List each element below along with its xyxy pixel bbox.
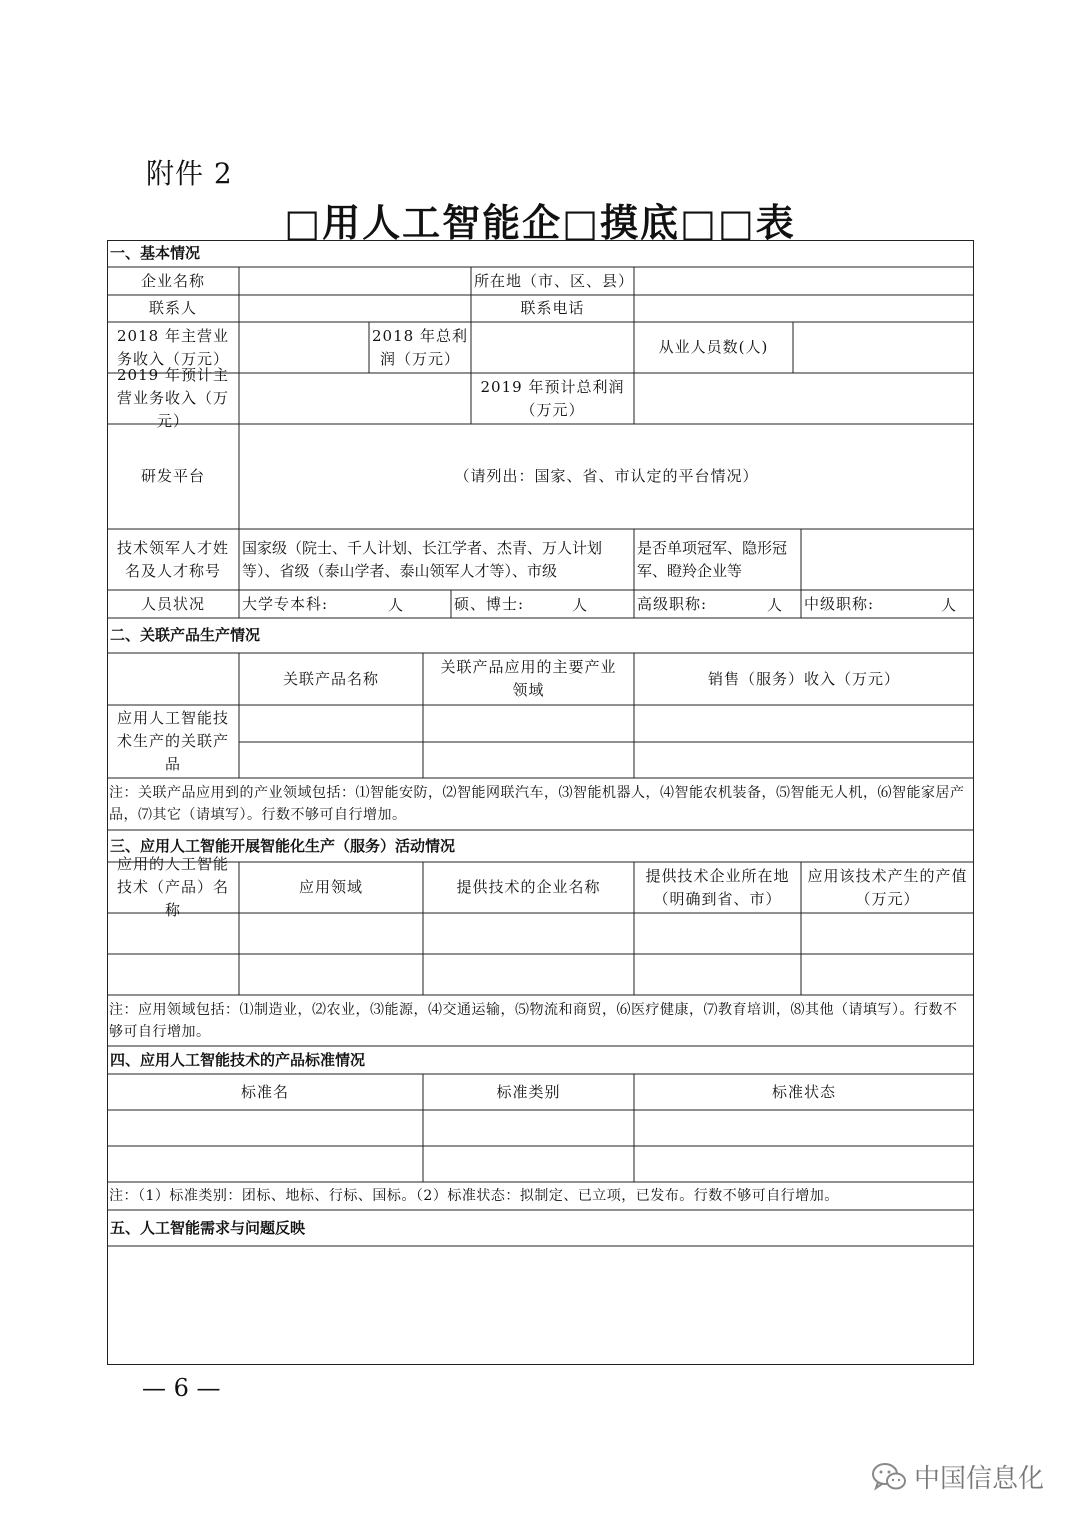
section-feedback-heading: 五、人工智能需求与问题反映 bbox=[110, 1218, 306, 1237]
staff-bachelor[interactable] bbox=[239, 590, 451, 618]
products-row-label: 应用人工智能技术生产的关联产品 bbox=[116, 709, 229, 773]
standards-col-type: 标准类别 bbox=[496, 1082, 561, 1101]
section-products-heading: 二、关联产品生产情况 bbox=[110, 626, 261, 644]
profit-2019-field[interactable] bbox=[634, 373, 974, 424]
activities-col-output: 应用该技术产生的产值（万元） bbox=[807, 866, 968, 908]
products-cell[interactable] bbox=[423, 742, 634, 778]
watermark bbox=[870, 1458, 1044, 1495]
products-col-name: 关联产品名称 bbox=[282, 669, 379, 688]
form-title: □用人工智能企□摸底□□表 bbox=[284, 201, 796, 245]
contact-field[interactable] bbox=[239, 295, 471, 322]
phone-field[interactable] bbox=[634, 295, 974, 322]
standards-col-status: 标准状态 bbox=[771, 1082, 836, 1101]
survey-form bbox=[107, 240, 974, 1365]
rd-platform-label: 研发平台 bbox=[140, 467, 205, 485]
products-cell[interactable] bbox=[634, 742, 974, 778]
talent-hint[interactable]: 国家级（院士、千人计划、长江学者、杰青、万人计划等）、省级（泰山学者、泰山领军人才等）、市级 bbox=[242, 538, 603, 580]
activities-col-tech: 应用的人工智能技术（产品）名称 bbox=[116, 855, 229, 919]
phone-label: 联系电话 bbox=[520, 299, 585, 317]
revenue-2019-label: 2019 年预计主营业务收入（万元） bbox=[116, 366, 229, 430]
revenue-2018-field[interactable] bbox=[239, 322, 369, 373]
attachment-label: 附件 2 bbox=[146, 157, 233, 190]
company-name-field[interactable] bbox=[239, 267, 471, 295]
employees-label: 从业人员数(人) bbox=[658, 338, 769, 356]
section-activities-heading: 三、应用人工智能开展智能化生产（服务）活动情况 bbox=[110, 836, 456, 855]
wechat-icon bbox=[870, 1461, 908, 1493]
revenue-2018-label: 2018 年主营业务收入（万元） bbox=[116, 326, 229, 368]
rd-platform-field[interactable]: （请列出：国家、省、市认定的平台情况） bbox=[454, 467, 759, 485]
section-basic-heading: 一、基本情况 bbox=[110, 244, 201, 262]
activities-row[interactable] bbox=[107, 913, 974, 954]
staff-bachelor-unit: 人 bbox=[388, 596, 404, 614]
staff-postgrad-unit: 人 bbox=[572, 596, 588, 614]
staff-label: 人员状况 bbox=[140, 594, 205, 613]
products-cell[interactable] bbox=[423, 705, 634, 742]
staff-senior-label: 高级职称: bbox=[637, 594, 708, 613]
champion-field[interactable] bbox=[801, 529, 974, 590]
talent-label: 技术领军人才姓名及人才称号 bbox=[116, 538, 229, 580]
employees-field[interactable] bbox=[793, 322, 974, 373]
location-field[interactable] bbox=[634, 267, 974, 295]
profit-2018-label: 2018 年总利润（万元） bbox=[372, 326, 468, 368]
standards-row[interactable] bbox=[107, 1146, 974, 1182]
standards-row[interactable] bbox=[107, 1110, 974, 1146]
staff-senior-unit: 人 bbox=[767, 596, 783, 614]
staff-postgrad-label: 硕、博士: bbox=[454, 594, 525, 613]
products-cell[interactable] bbox=[634, 705, 974, 742]
activities-col-provider-location: 提供技术企业所在地（明确到省、市） bbox=[645, 866, 790, 908]
standards-col-name: 标准名 bbox=[240, 1082, 289, 1101]
watermark-text: 中国信息化 bbox=[914, 1464, 1045, 1494]
staff-intermediate-label: 中级职称: bbox=[804, 594, 875, 613]
activities-note: 注：应用领域包括：⑴制造业，⑵农业，⑶能源，⑷交通运输，⑸物流和商贸，⑹医疗健康，⑺教育培训，⑻其他（请填写）。行数不够可自行增加。 bbox=[109, 1001, 958, 1040]
section-standards-heading: 四、应用人工智能技术的产品标准情况 bbox=[110, 1050, 366, 1069]
activities-col-provider: 提供技术的企业名称 bbox=[456, 878, 601, 896]
location-label: 所在地（市、区、县） bbox=[474, 271, 635, 290]
revenue-2019-field[interactable] bbox=[239, 373, 471, 424]
company-name-label: 企业名称 bbox=[140, 271, 205, 290]
activities-col-domain: 应用领域 bbox=[298, 878, 363, 896]
feedback-field[interactable] bbox=[107, 1246, 974, 1365]
activities-row[interactable] bbox=[107, 954, 974, 995]
champion-label: 是否单项冠军、隐形冠军、瞪羚企业等 bbox=[637, 538, 788, 580]
profit-2019-label: 2019 年预计总利润（万元） bbox=[480, 377, 625, 419]
products-col-industry: 关联产品应用的主要产业领域 bbox=[440, 658, 617, 699]
staff-intermediate-unit: 人 bbox=[941, 596, 957, 614]
staff-postgrad[interactable] bbox=[451, 590, 634, 618]
products-col-revenue: 销售（服务）收入（万元） bbox=[707, 669, 900, 688]
page-number: — 6 — bbox=[142, 1374, 221, 1402]
products-cell[interactable] bbox=[239, 742, 423, 778]
products-cell[interactable] bbox=[239, 705, 423, 742]
standards-note: 注：（1）标准类别：团标、地标、行标、国标。（2）标准状态：拟制定、已立项，已发布。行数不够可自行增加。 bbox=[109, 1188, 839, 1204]
contact-label: 联系人 bbox=[148, 299, 197, 317]
products-note: 注：关联产品应用到的产业领域包括：⑴智能安防，⑵智能网联汽车，⑶智能机器人，⑷智能农机装备，⑸智能无人机，⑹智能家居产品，⑺其它（请填写）。行数不够可自行增加。 bbox=[109, 785, 965, 823]
staff-bachelor-label: 大学专本科: bbox=[242, 594, 329, 613]
profit-2018-field[interactable] bbox=[471, 322, 634, 373]
